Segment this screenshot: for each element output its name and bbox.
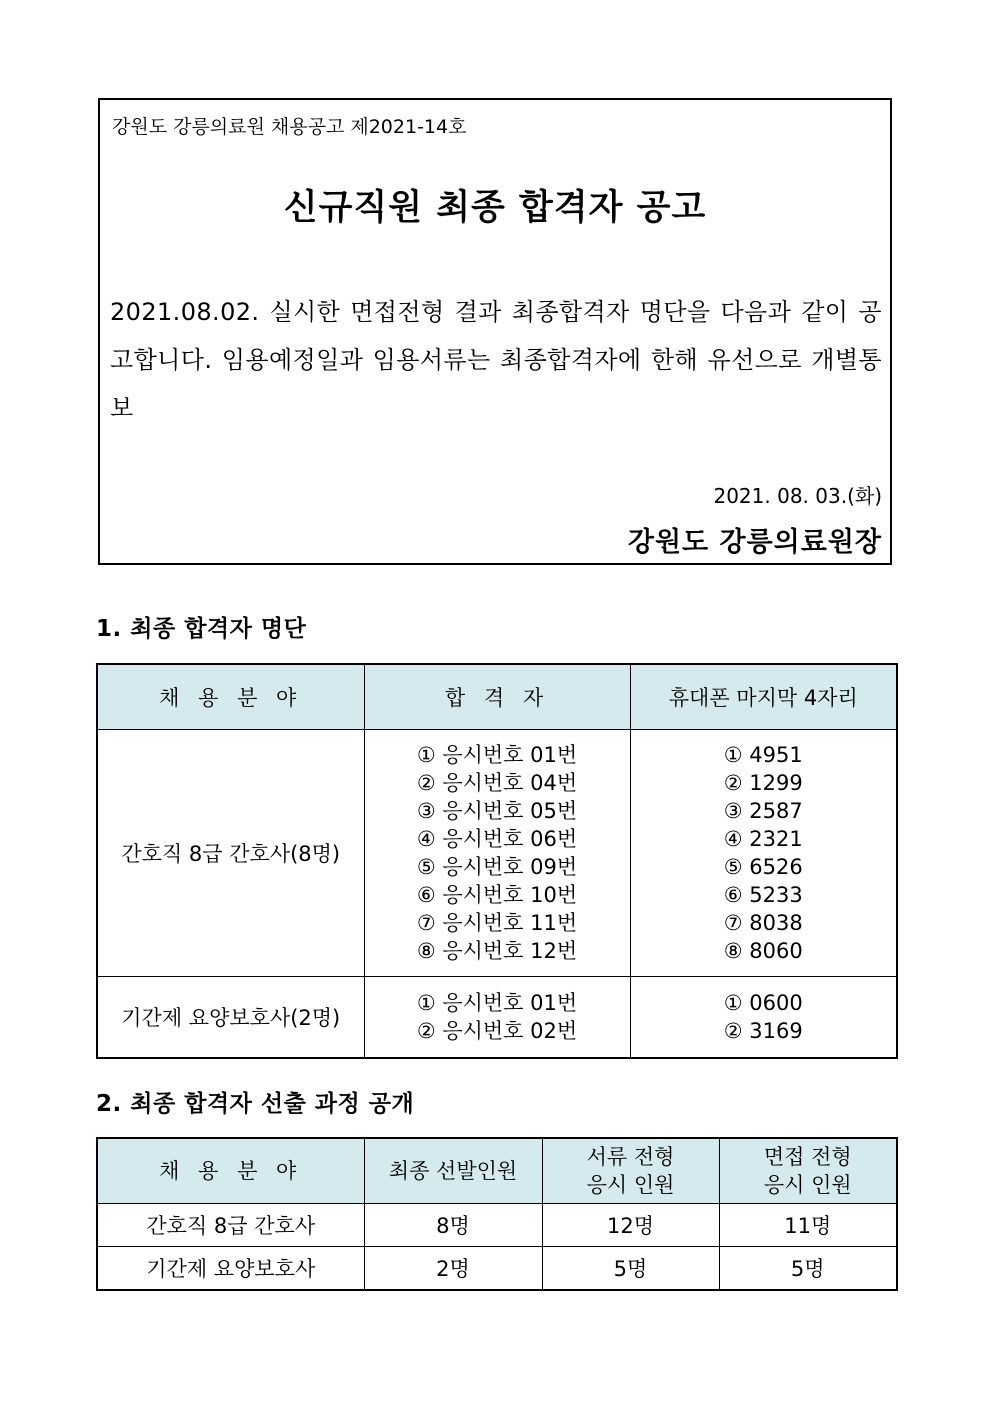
header-field: 채 용 분 야 [97, 664, 364, 730]
applicant-item: ⑦ 응시번호 11번 [416, 911, 578, 935]
header-document-count [542, 1138, 719, 1204]
phone-item: ① 0600 [723, 991, 803, 1015]
phone-item: ③ 2587 [723, 799, 803, 823]
applicant-item: ④ 응시번호 06번 [416, 827, 578, 851]
header-line: 응시 인원 [586, 1173, 675, 1197]
field-cell: 기간제 요양보호사 [97, 1247, 364, 1291]
section-1-heading: 1. 최종 합격자 명단 [96, 616, 307, 642]
notice-box [98, 98, 892, 565]
applicant-item: ② 응시번호 02번 [416, 1019, 578, 1043]
header-final-count [364, 1138, 542, 1204]
notice-number: 강원도 강릉의료원 채용공고 제2021-14호 [112, 116, 467, 138]
table-header-row [97, 1138, 897, 1204]
header-line: 최종 선발인원 [388, 1159, 518, 1183]
field-cell: 간호직 8급 간호사(8명) [97, 730, 364, 977]
header-interview-count [719, 1138, 897, 1204]
applicant-item: ③ 응시번호 05번 [416, 799, 578, 823]
table-header-row [97, 664, 897, 730]
applicant-item: ⑧ 응시번호 12번 [416, 939, 578, 963]
phone-item: ④ 2321 [723, 827, 803, 851]
table-row [97, 730, 897, 977]
header-field [97, 1138, 364, 1204]
notice-date: 2021. 08. 03.(화) [713, 484, 882, 508]
table-row [97, 1204, 897, 1247]
applicant-item: ② 응시번호 04번 [416, 771, 578, 795]
applicant-item: ① 응시번호 01번 [416, 743, 578, 767]
applicant-item: ⑥ 응시번호 10번 [416, 883, 578, 907]
applicants-cell [364, 730, 630, 977]
final-count-cell: 2명 [364, 1247, 542, 1291]
field-cell: 기간제 요양보호사(2명) [97, 977, 364, 1059]
phone-item: ⑧ 8060 [723, 939, 803, 963]
final-count-cell: 8명 [364, 1204, 542, 1247]
header-line: 응시 인원 [763, 1173, 852, 1197]
section-2-heading: 2. 최종 합격자 선출 과정 공개 [96, 1091, 415, 1117]
applicant-item: ⑤ 응시번호 09번 [416, 855, 578, 879]
header-line: 서류 전형 [586, 1145, 675, 1169]
passers-table [96, 663, 898, 1059]
header-phone: 휴대폰 마지막 4자리 [630, 664, 897, 730]
table-row [97, 1247, 897, 1291]
document-count-cell: 5명 [542, 1247, 719, 1291]
notice-issuer: 강원도 강릉의료원장 [627, 527, 882, 558]
field-cell: 간호직 8급 간호사 [97, 1204, 364, 1247]
phone-item: ② 3169 [723, 1019, 803, 1043]
phone-item: ① 4951 [723, 743, 803, 767]
phones-cell [630, 977, 897, 1059]
phone-item: ② 1299 [723, 771, 803, 795]
phones-cell [630, 730, 897, 977]
notice-title: 신규직원 최종 합격자 공고 [283, 188, 707, 228]
header-line: 면접 전형 [763, 1145, 852, 1169]
document-count-cell: 12명 [542, 1204, 719, 1247]
notice-body: 2021.08.02. 실시한 면접전형 결과 최종합격자 명단을 다음과 같이 공고합니다. 임용예정일과 임용서류는 최종합격자에 한해 유선으로 개별통보 [110, 298, 882, 422]
interview-count-cell: 5명 [719, 1247, 897, 1291]
selection-process-table [96, 1137, 898, 1291]
interview-count-cell: 11명 [719, 1204, 897, 1247]
phone-item: ⑥ 5233 [723, 883, 803, 907]
applicant-item: ① 응시번호 01번 [416, 991, 578, 1015]
applicants-cell [364, 977, 630, 1059]
table-row [97, 977, 897, 1059]
phone-item: ⑦ 8038 [723, 911, 803, 935]
phone-item: ⑤ 6526 [723, 855, 803, 879]
header-line: 채 용 분 야 [159, 1159, 303, 1183]
header-passers: 합 격 자 [364, 664, 630, 730]
